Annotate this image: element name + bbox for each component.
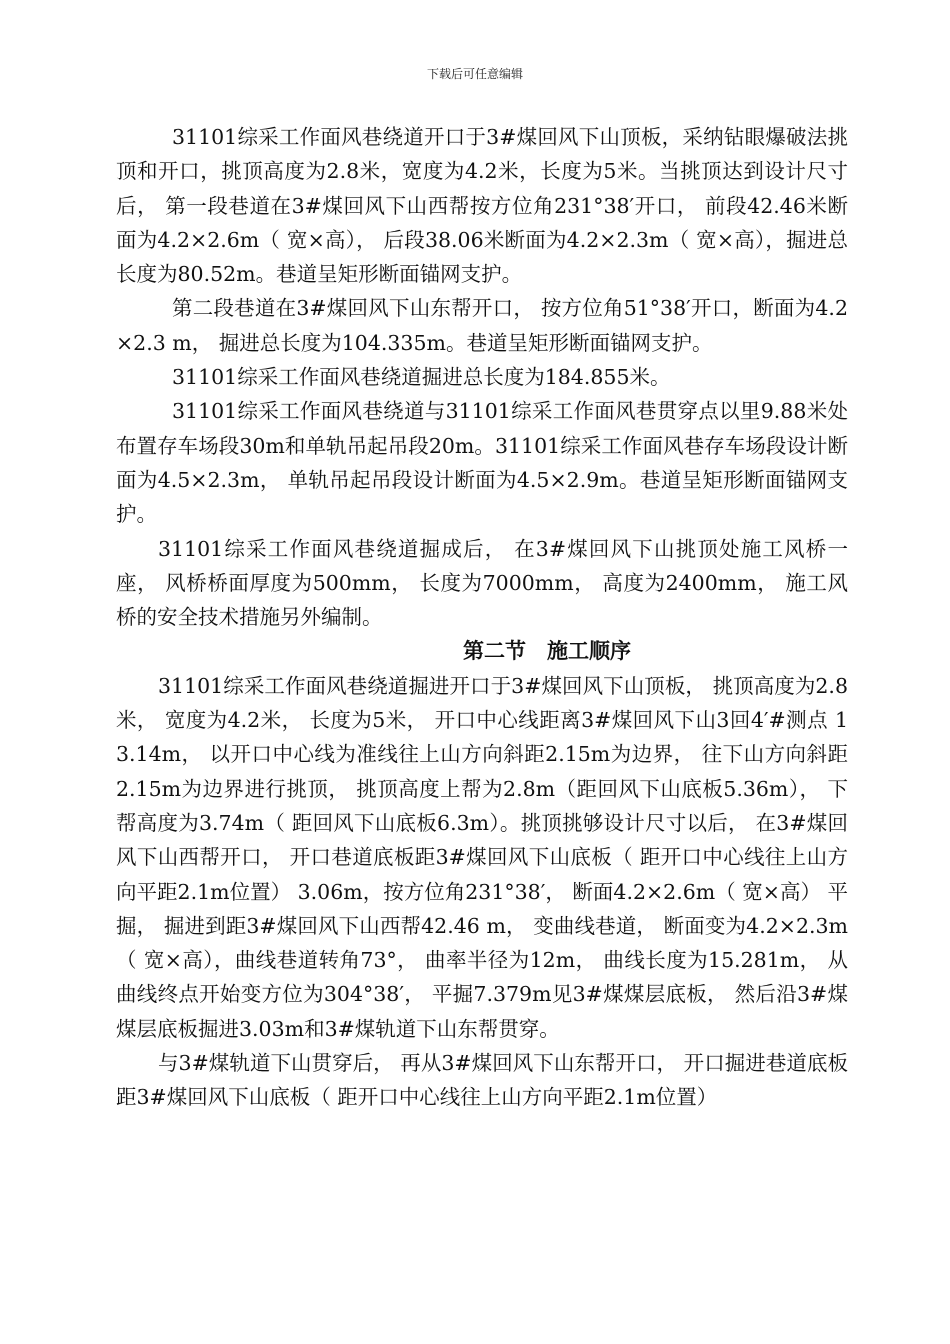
- paragraph-3: 31101综采工作面风巷绕道掘进总长度为184.855米。: [172, 365, 671, 390]
- paragraph-5: 31101综采工作面风巷绕道掘成后， 在3#煤回风下山挑顶处施工风桥一座， 风桥桥面厚度为500mm， 长度为7000mm， 高度为2400mm， 施工风桥的安全技术措施另外编制。: [116, 536, 848, 630]
- page-header: 下载后可任意编辑: [426, 67, 523, 81]
- paragraph-4: 31101综采工作面风巷绕道与31101综采工作面风巷贯穿点以里9.88米处布置存车场段30m和单轨吊起吊段20m。31101综采工作面风巷存车场段设计断面为4.5×2.3m， 单轨吊起吊段设计断面为4.5×2.9m。巷道呈矩形断面锚网支护。: [116, 399, 848, 527]
- section-title: 第二节 施工顺序: [463, 639, 631, 664]
- paragraph-7: 与3#煤轨道下山贯穿后， 再从3#煤回风下山东帮开口， 开口掘进巷道底板距3#煤回风下山底板（ 距开口中心线往上山方向平距2.1m位置）: [116, 1051, 848, 1110]
- paragraph-6: 31101综采工作面风巷绕道掘进开口于3#煤回风下山顶板， 挑顶高度为2.8米， 宽度为4.2米， 长度为5米， 开口中心线距离3#煤回风下山3回4′#测点 13.14m， 以开口中心线为准线往上山方向斜距2.15m为边界， 往下山方向斜距2.15m为边界进行挑顶， 挑顶高度上帮为2.8m（距回风下山底板5.36m）， 下帮高度为3.74m（ 距回风下山底板6.3m）。挑顶挑够设计尺寸以后， 在3#煤回风下山西帮开口， 开口巷道底板距3#煤回风下山底板（ 距开口中心线往上山方向平距2.1m位置） 3.06m，按方位角231°38′， 断面4.2×2.6m（ 宽×高） 平掘， 掘进到距3#煤回风下山西帮42.46 m， 变曲线巷道， 断面变为4.2×2.3m（ 宽×高），曲线巷道转角73°， 曲率半径为12m， 曲线长度为15.281m， 从曲线终点开始变方位为304°38′， 平掘7.379m见3#煤煤层底板， 然后沿3#煤煤层底板掘进3.03m和3#煤轨道下山东帮贯穿。: [116, 673, 848, 1041]
- paragraph-2: 第二段巷道在3#煤回风下山东帮开口， 按方位角51°38′开口，断面为4.2×2.3 m， 掘进总长度为104.335m。巷道呈矩形断面锚网支护。: [116, 296, 848, 355]
- paragraph-1: 31101综采工作面风巷绕道开口于3#煤回风下山顶板，采纳钻眼爆破法挑顶和开口，挑顶高度为2.8米，宽度为4.2米，长度为5米。当挑顶达到设计尺寸后， 第一段巷道在3#煤回风下山西帮按方位角231°38′开口， 前段42.46米断面为4.2×2.6m（ 宽×高）， 后段38.06米断面为4.2×2.3m（ 宽×高），掘进总长度为80.52m。巷道呈矩形断面锚网支护。: [116, 125, 848, 287]
- document-body: [116, 120, 848, 1115]
